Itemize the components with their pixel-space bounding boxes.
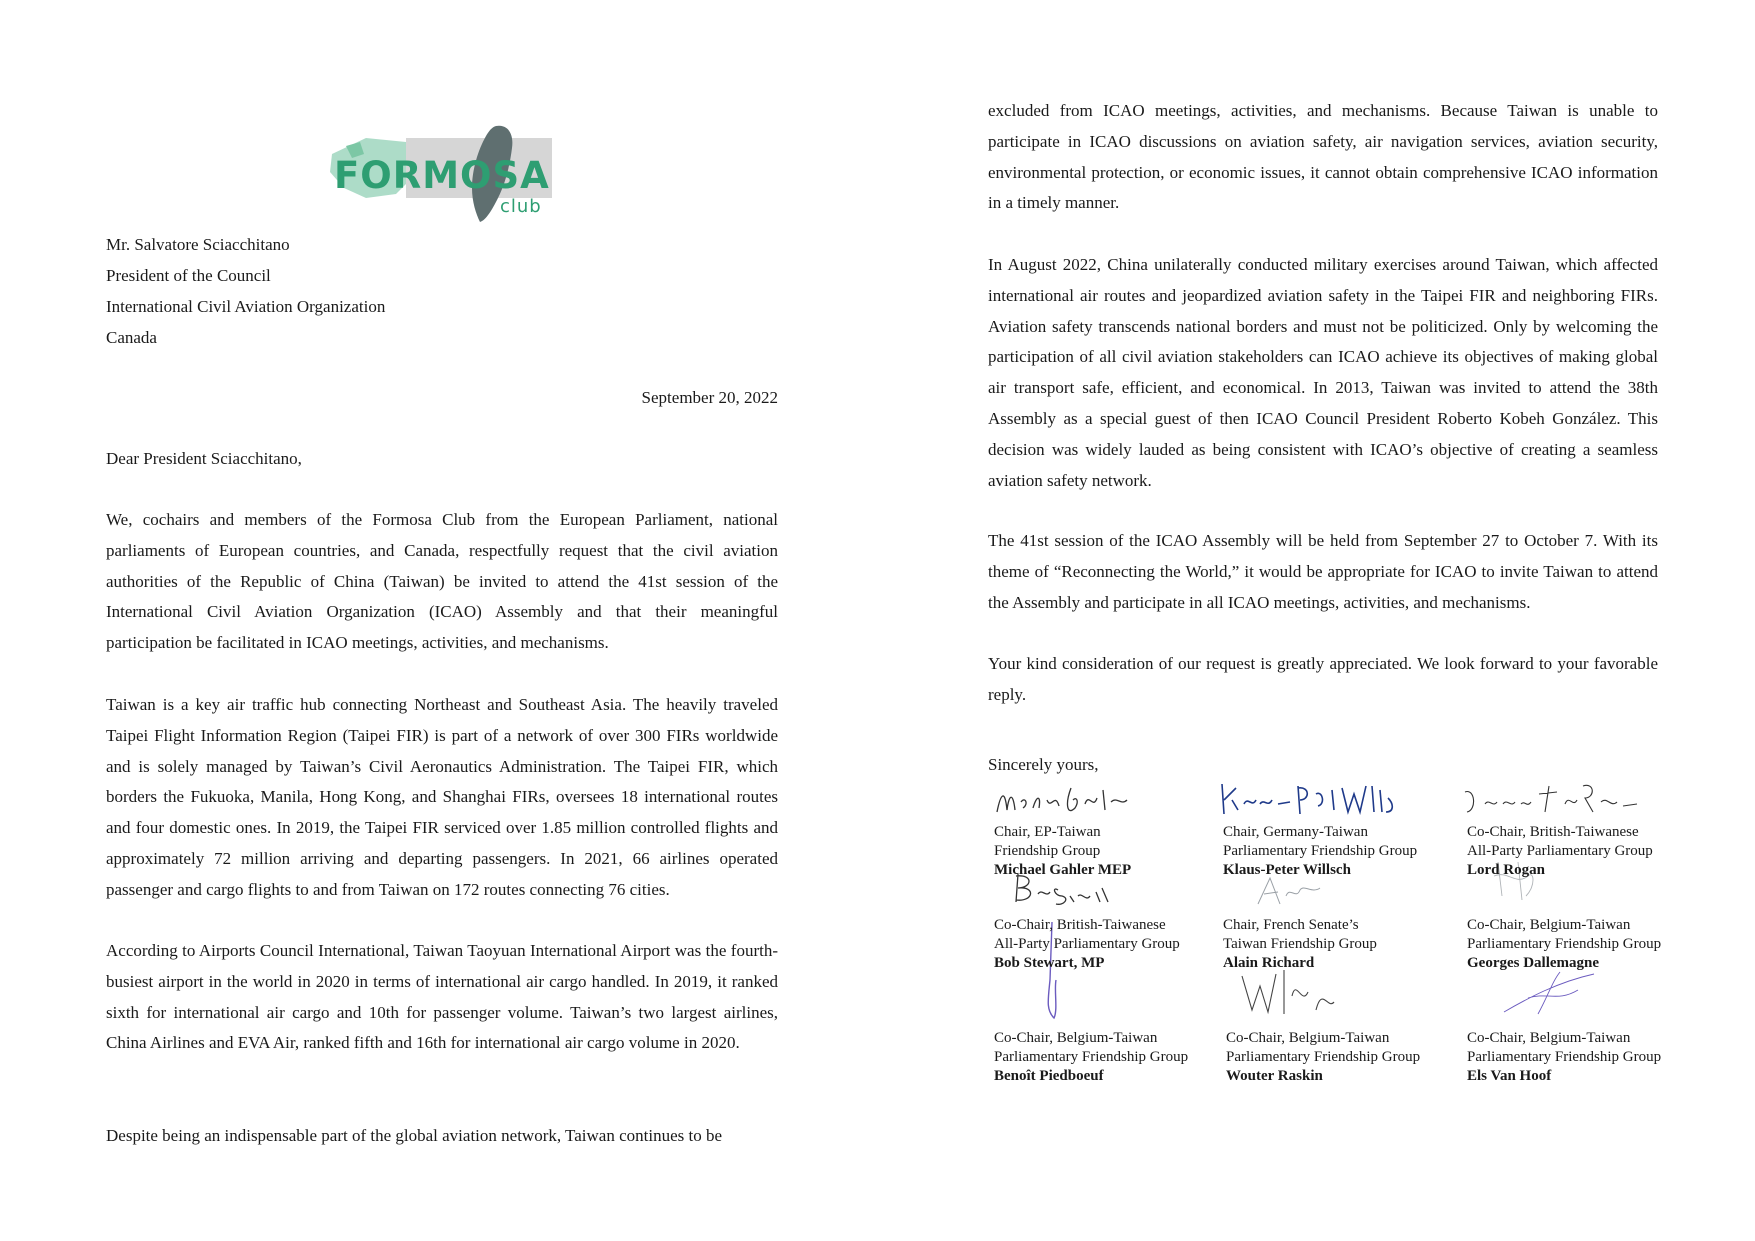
signatory-block xyxy=(994,916,1180,973)
body-paragraph: We, cochairs and members of the Formosa Club from the European Parliament, national parliaments of European countries, and Canada, respectfully request that the civil aviation authorities of the Republic of China (Taiwan) be invited to attend the 41st session of the International Civil Aviation Organization (ICAO) Assembly and that their meaningful participation be facilitated in ICAO meetings, activities, and mechanisms. xyxy=(106,510,778,653)
body-paragraph-4-wrap xyxy=(106,1121,778,1152)
body-paragraph: Taiwan is a key air traffic hub connecting Northeast and Southeast Asia. The heavily traveled Taipei Flight Information Region (Taipei FIR) is part of a network of over 300 FIRs worldwide and is solely managed by Taiwan’s Civil Aeronautics Administration. The Taipei FIR, which borders the Fukuoka, Manila, Hong Kong, and Shanghai FIRs, oversees 18 international routes and four domestic ones. In 2019, the Taipei FIR serviced over 1.85 million controlled flights and approximately 72 million arriving and departing passengers. In 2021, 66 airlines operated passenger and cargo flights to and from Taiwan on 172 routes connecting 76 cities. xyxy=(106,695,778,899)
letter-date: September 20, 2022 xyxy=(641,388,778,407)
recipient-name: Mr. Salvatore Sciacchitano xyxy=(106,235,290,254)
signature-wouter-raskin xyxy=(1238,966,1338,1026)
signatory-block xyxy=(1223,916,1377,973)
signatory-role: All-Party Parliamentary Group xyxy=(1467,843,1653,859)
signatory-role: Co-Chair, Belgium-Taiwan xyxy=(1467,1030,1631,1046)
signatory-role: All-Party Parliamentary Group xyxy=(994,936,1180,952)
formosa-club-logo xyxy=(326,124,556,224)
signature-alain-richard xyxy=(1250,874,1330,914)
recipient-country: Canada xyxy=(106,328,157,347)
signatory-role: Parliamentary Friendship Group xyxy=(1467,936,1662,952)
signatory-role: Parliamentary Friendship Group xyxy=(1226,1049,1421,1065)
body-paragraph-1-wrap xyxy=(106,505,778,659)
signatory-role: Co-Chair, Belgium-Taiwan xyxy=(1467,917,1631,933)
signatory-name: Michael Gahler MEP xyxy=(994,862,1132,878)
signature-lord-rogan xyxy=(1461,782,1641,822)
signatory-role: Co-Chair, British-Taiwanese xyxy=(1467,824,1639,840)
body-paragraph: Your kind consideration of our request is greatly appreciated. We look forward to your favorable reply. xyxy=(988,654,1658,704)
recipient-organization: International Civil Aviation Organization xyxy=(106,297,386,316)
signatory-role: Parliamentary Friendship Group xyxy=(994,1049,1189,1065)
signature-michael-gahler xyxy=(993,782,1133,822)
body-paragraph-2-wrap xyxy=(106,690,778,906)
salutation: Dear President Sciacchitano, xyxy=(106,449,302,468)
letter-page-2 xyxy=(878,0,1755,1241)
signatory-name: Alain Richard xyxy=(1223,955,1315,971)
recipient-address xyxy=(106,229,385,353)
body-paragraph: Despite being an indispensable part of the global aviation network, Taiwan continues to be xyxy=(106,1126,723,1145)
closing: Sincerely yours, xyxy=(988,755,1099,774)
body-paragraph: The 41st session of the ICAO Assembly will be held from September 27 to October 7. With its theme of “Reconnecting the World,” it would be appropriate for ICAO to invite Taiwan to attend the Assembly and participate in all ICAO meetings, activities, and mechanisms. xyxy=(988,531,1658,612)
signatory-role: Chair, Germany-Taiwan xyxy=(1223,824,1368,840)
signatory-role: Chair, EP-Taiwan xyxy=(994,824,1101,840)
signatory-role: Friendship Group xyxy=(994,843,1101,859)
signature-els-van-hoof xyxy=(1498,968,1598,1018)
signatory-block xyxy=(1467,1029,1661,1086)
signatory-name: Georges Dallemagne xyxy=(1467,955,1600,971)
signatory-block xyxy=(1467,823,1653,880)
recipient-title: President of the Council xyxy=(106,266,271,285)
body-paragraph: According to Airports Council International, Taiwan Taoyuan International Airport was the fourth-busiest airport in the world in 2020 in terms of international air cargo handled. In 2019, it ranked sixth for international air cargo and 10th for passenger volume. Taiwan’s two largest airlines, China Airlines and EVA Air, ranked fifth and 16th for international air cargo volume in 2020. xyxy=(106,941,778,1053)
signatory-role: Parliamentary Friendship Group xyxy=(1223,843,1418,859)
body-paragraph-3-wrap xyxy=(106,936,778,1059)
signatory-block xyxy=(994,823,1131,880)
signatory-name: Bob Stewart, MP xyxy=(994,955,1105,971)
logo-wordmark: FORMOSA xyxy=(334,154,550,197)
signatory-block xyxy=(1223,823,1417,880)
body-paragraph-8-wrap xyxy=(988,649,1658,711)
signatory-role: Taiwan Friendship Group xyxy=(1223,936,1377,952)
signatory-role: Co-Chair, Belgium-Taiwan xyxy=(994,1030,1158,1046)
signatory-name: Lord Rogan xyxy=(1467,862,1545,878)
logo-subtitle: club xyxy=(500,196,542,217)
body-paragraph-7-wrap xyxy=(988,526,1658,618)
signatory-role: Co-Chair, Belgium-Taiwan xyxy=(1226,1030,1390,1046)
signatory-role: Co-Chair, British-Taiwanese xyxy=(994,917,1166,933)
signatory-name: Wouter Raskin xyxy=(1226,1068,1323,1084)
signatory-name: Benoît Piedboeuf xyxy=(994,1068,1104,1084)
signatory-block xyxy=(1226,1029,1420,1086)
signatory-block xyxy=(994,1029,1188,1086)
signatory-role: Parliamentary Friendship Group xyxy=(1467,1049,1662,1065)
signatory-block xyxy=(1467,916,1661,973)
body-paragraph-6-wrap xyxy=(988,250,1658,496)
signatory-name: Els Van Hoof xyxy=(1467,1068,1552,1084)
signature-klaus-peter-willsch xyxy=(1218,780,1398,820)
signatory-role: Chair, French Senate’s xyxy=(1223,917,1359,933)
signatory-name: Klaus-Peter Willsch xyxy=(1223,862,1351,878)
body-paragraph: excluded from ICAO meetings, activities, and mechanisms. Because Taiwan is unable to participate in ICAO discussions on aviation safety, air navigation services, aviation security, environmental protection, or economic issues, it cannot obtain comprehensive ICAO information in a timely manner. xyxy=(988,101,1658,213)
body-paragraph-5-wrap xyxy=(988,96,1658,219)
body-paragraph: In August 2022, China unilaterally conducted military exercises around Taiwan, which affected international air routes and jeopardized aviation safety in the Taipei FIR and neighboring FIRs. Aviation safety transcends national borders and must not be politicized. Only by welcoming the participation of all civil aviation stakeholders can ICAO achieve its objectives of making global air transport safe, efficient, and economical. In 2013, Taiwan was invited to attend the 38th Assembly as a special guest of then ICAO Council President Roberto Kobeh González. This decision was widely lauded as being consistent with ICAO’s objective of creating a seamless aviation safety network. xyxy=(988,255,1658,490)
